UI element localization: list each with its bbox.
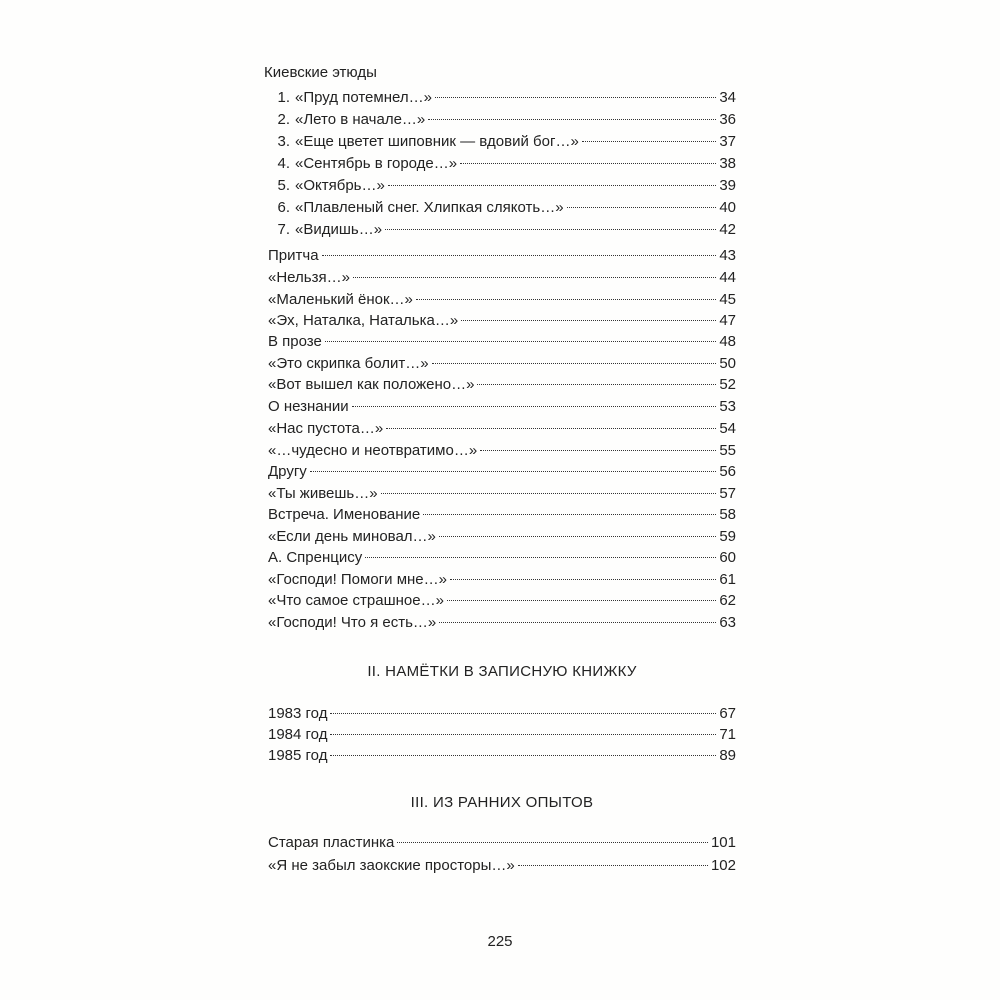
toc-entry-page: 61 (719, 571, 736, 588)
toc-entry (268, 724, 736, 746)
toc-entry-page: 63 (719, 614, 736, 631)
toc-entry (272, 87, 736, 109)
toc-entry-title: Притча (268, 247, 319, 264)
toc-entry-page: 39 (719, 177, 736, 194)
dot-leader (428, 119, 716, 120)
toc-entry-title: В прозе (268, 333, 322, 350)
toc-entry (268, 289, 736, 311)
toc-entry-title: «Нас пустота…» (268, 420, 384, 437)
toc-entry-number: 1. (277, 89, 290, 106)
toc-entry-title: Встреча. Именование (268, 506, 421, 523)
toc-entry-title: «Это скрипка болит…» (268, 355, 429, 372)
toc-entry-page: 50 (719, 355, 736, 372)
toc-entry-page: 54 (719, 420, 736, 437)
toc-entry-number: 3. (277, 133, 290, 150)
dot-leader (388, 185, 716, 186)
toc-entry-page: 44 (719, 269, 736, 286)
toc-entry-title: «Что самое страшное…» (268, 592, 444, 609)
toc-entry-page: 42 (719, 221, 736, 238)
dot-leader (518, 865, 708, 866)
toc-entry-page: 56 (719, 463, 736, 480)
toc-entry (272, 153, 736, 175)
toc-entry-number: 7. (277, 221, 290, 238)
toc-entry-page: 40 (719, 199, 736, 216)
toc-entry (272, 131, 736, 153)
toc-entry-title: «Господи! Что я есть…» (268, 614, 437, 631)
toc-entry-title: «Вот вышел как положено…» (268, 376, 475, 393)
toc-entry (268, 590, 736, 612)
toc-entry (272, 175, 736, 197)
toc-entry-page: 58 (719, 506, 736, 523)
toc-entry-number: 5. (277, 177, 290, 194)
toc-entry-page: 45 (719, 291, 736, 308)
dot-leader (582, 141, 717, 142)
toc-entry-page: 36 (719, 111, 736, 128)
dot-leader (310, 471, 717, 472)
dot-leader (435, 97, 716, 98)
dot-leader (450, 579, 716, 580)
toc-entry-title: «Сентябрь в городе…» (295, 155, 458, 172)
dot-leader (460, 163, 716, 164)
toc-entry (268, 353, 736, 375)
dot-leader (365, 557, 716, 558)
dot-leader (386, 428, 716, 429)
dot-leader (330, 734, 716, 735)
toc-entry (268, 245, 736, 267)
toc-entry-page: 57 (719, 485, 736, 502)
toc-entry (268, 483, 736, 505)
toc-entry (272, 109, 736, 131)
dot-leader (397, 842, 708, 843)
toc-entry-title: «Видишь…» (295, 221, 383, 238)
toc-entry (268, 855, 736, 877)
toc-entry-number: 4. (277, 155, 290, 172)
toc-entry (268, 612, 736, 634)
toc-entry-page: 71 (719, 726, 736, 743)
toc-entry-title: «Пруд потемнел…» (295, 89, 432, 106)
toc-entry-title: «Октябрь…» (295, 177, 385, 194)
toc-entry (268, 526, 736, 548)
toc-entry-page: 38 (719, 155, 736, 172)
dot-leader (567, 207, 717, 208)
toc-entry-title: «Ты живешь…» (268, 485, 378, 502)
toc-entry (268, 310, 736, 332)
toc-entry-title: «Я не забыл заокские просторы…» (268, 857, 515, 874)
toc-entry (268, 504, 736, 526)
toc-entry (272, 197, 736, 219)
toc-entry (268, 267, 736, 289)
toc-entry (268, 331, 736, 353)
dot-leader (439, 622, 716, 623)
toc-entry-page: 55 (719, 442, 736, 459)
toc-entry-page: 67 (719, 705, 736, 722)
dot-leader (447, 600, 716, 601)
toc-entry (268, 440, 736, 462)
toc-entry (268, 569, 736, 591)
toc-entry-title: «Господи! Помоги мне…» (268, 571, 447, 588)
toc-entry-number: 2. (277, 111, 290, 128)
toc-entry-page: 89 (719, 747, 736, 764)
dot-leader (477, 384, 716, 385)
toc-entry-title: 1984 год (268, 726, 328, 743)
toc-entry-page: 52 (719, 376, 736, 393)
toc-entry-title: «Лето в начале…» (295, 111, 426, 128)
dot-leader (325, 341, 716, 342)
dot-leader (330, 755, 716, 756)
dot-leader (352, 406, 717, 407)
toc-entry-page: 62 (719, 592, 736, 609)
toc-entry (268, 418, 736, 440)
toc-entry-page: 60 (719, 549, 736, 566)
toc-entry-page: 34 (719, 89, 736, 106)
toc-entry (268, 703, 736, 725)
dot-leader (353, 277, 716, 278)
dot-leader (480, 450, 716, 451)
toc-entry-title: «Если день миновал…» (268, 528, 436, 545)
dot-leader (322, 255, 717, 256)
toc-entry-page: 59 (719, 528, 736, 545)
toc-entry-title: «…чудесно и неотвратимо…» (268, 442, 478, 459)
toc-entry-page: 53 (719, 398, 736, 415)
toc-entry (268, 547, 736, 569)
dot-leader (423, 514, 716, 515)
toc-entry-number: 6. (277, 199, 290, 216)
page-number: 225 (487, 933, 513, 950)
dot-leader (381, 493, 717, 494)
toc-entry-title: «Эх, Наталка, Наталька…» (268, 312, 459, 329)
toc-entry-page: 48 (719, 333, 736, 350)
toc-entry-title: О незнании (268, 398, 349, 415)
dot-leader (432, 363, 717, 364)
dot-leader (416, 299, 716, 300)
toc-entry (268, 374, 736, 396)
dot-leader (385, 229, 716, 230)
toc-entry-page: 43 (719, 247, 736, 264)
toc-entry-title: «Нельзя…» (268, 269, 350, 286)
toc-entry-title: Старая пластинка (268, 834, 395, 851)
toc-entry-page: 102 (710, 857, 736, 874)
toc-entry (268, 396, 736, 418)
toc-entry-title: «Плавленый снег. Хлипкая слякоть…» (295, 199, 564, 216)
group-title: Киевские этюды (264, 64, 377, 81)
dot-leader (439, 536, 716, 537)
toc-entry-page: 47 (719, 312, 736, 329)
dot-leader (461, 320, 716, 321)
toc-entry (268, 461, 736, 483)
toc-entry-title: 1983 год (268, 705, 328, 722)
toc-entry-title: «Еще цветет шиповник — вдовий бог…» (295, 133, 579, 150)
toc-entry (268, 832, 736, 854)
toc-entry-title: 1985 год (268, 747, 328, 764)
toc-entry (268, 745, 736, 767)
toc-entry (272, 219, 736, 241)
toc-entry-page: 37 (719, 133, 736, 150)
section-heading: III. ИЗ РАННИХ ОПЫТОВ (410, 794, 594, 811)
dot-leader (330, 713, 716, 714)
toc-entry-title: А. Спренцису (268, 549, 363, 566)
toc-entry-title: «Маленький ёнок…» (268, 291, 413, 308)
toc-entry-title: Другу (268, 463, 307, 480)
section-heading: II. НАМЁТКИ В ЗАПИСНУЮ КНИЖКУ (367, 663, 637, 680)
toc-entry-page: 101 (710, 834, 736, 851)
